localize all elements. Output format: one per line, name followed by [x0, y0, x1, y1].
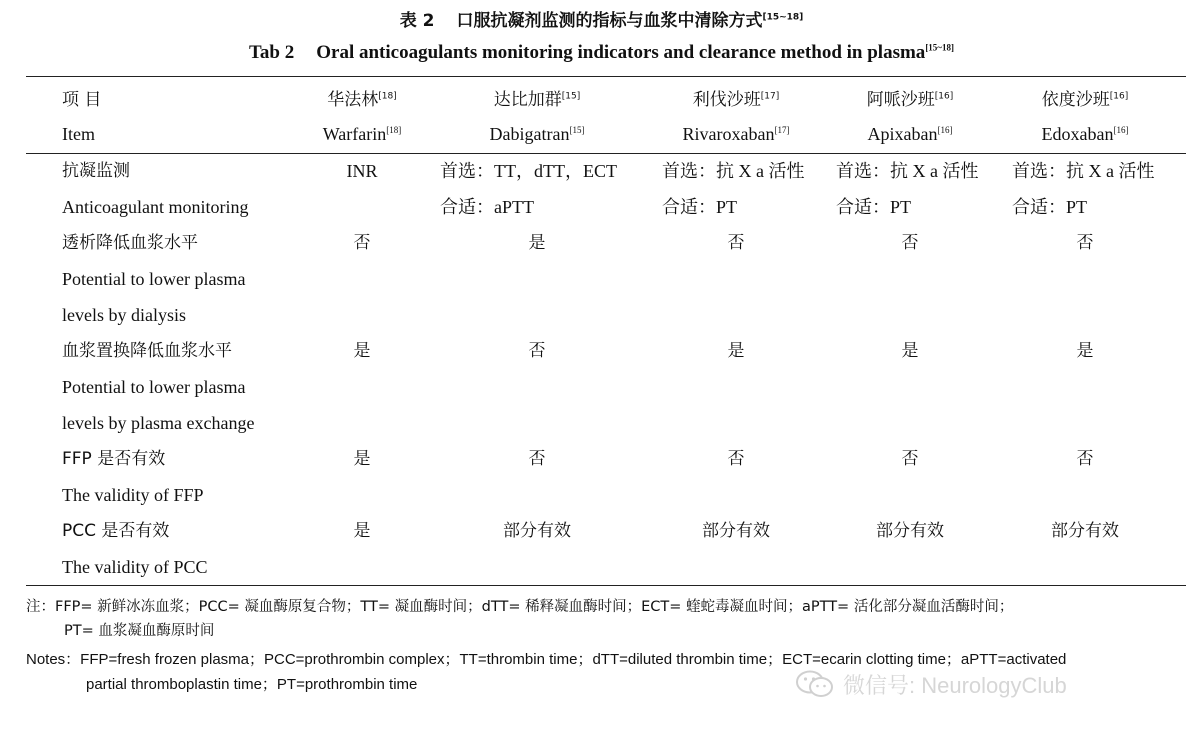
table-cell: 否 [353, 233, 371, 253]
table-cell: 首选：TT，dTT，ECT [440, 161, 617, 181]
table-bottom-rule [26, 585, 1186, 586]
table-cell: 是 [901, 341, 919, 361]
table-header-rule [26, 153, 1186, 154]
table-cell: 合适：PT [836, 197, 912, 217]
column-ref: [16] [1113, 125, 1129, 135]
row-label-cn: PCC 是否有效 [62, 521, 170, 541]
column-en: Warfarin [322, 124, 387, 144]
table-cell: 否 [901, 449, 919, 469]
table-cell: 部分有效 [503, 521, 571, 541]
table-caption-en [0, 42, 1203, 64]
column-en: Apixaban [867, 124, 938, 144]
note-en-line1: Notes：FFP=fresh frozen plasma；PCC=prothrombin complex；TT=thrombin time；dTT=diluted thrombin time；ECT=ecarin clotting time；aPTT=activated [26, 651, 1067, 668]
row-label-cn: FFP 是否有效 [62, 449, 166, 469]
column-ref: [16] [937, 125, 953, 135]
table-cell: 否 [727, 449, 745, 469]
row-label-cn: 抗凝监测 [62, 161, 130, 181]
column-en: Dabigatran [489, 124, 570, 144]
row-label-en: Potential to lower plasma [62, 269, 246, 289]
row-label-en: levels by dialysis [62, 305, 186, 325]
column-ref: [17] [760, 91, 780, 102]
watermark-text: 微信号: NeurologyClub [843, 673, 1067, 698]
column-ref: [16] [1109, 91, 1129, 102]
table-cell: 否 [528, 341, 546, 361]
table-cell: 部分有效 [876, 521, 944, 541]
table-cell: 首选：抗 X a 活性 [836, 161, 979, 181]
row-label-en: The validity of FFP [62, 485, 204, 505]
row-label-en: levels by plasma exchange [62, 413, 255, 433]
table-cell: 否 [528, 449, 546, 469]
table-top-rule [26, 76, 1186, 77]
column-en: Rivaroxaban [682, 124, 775, 144]
row-label-cn: 血浆置换降低血浆水平 [62, 341, 232, 361]
table-cell: 是 [353, 521, 371, 541]
table-cell: 否 [727, 233, 745, 253]
column-ref: [17] [774, 125, 790, 135]
table-cell: 合适：PT [1012, 197, 1088, 217]
column-ref: [16] [934, 91, 954, 102]
header-item-en: Item [62, 124, 95, 144]
table-cell: INR [346, 161, 378, 181]
column-en: Edoxaban [1041, 124, 1114, 144]
table-cell: 否 [1076, 233, 1094, 253]
table-cell: 是 [727, 341, 745, 361]
note-cn-line1: 注：FFP= 新鲜冰冻血浆；PCC= 凝血酶原复合物；TT= 凝血酶时间；dTT= 稀释凝血酶时间；ECT= 蝰蛇毒凝血时间；aPTT= 活化部分凝血活酶时间； [26, 599, 1014, 615]
caption-cn-number: 表 2 [399, 11, 435, 31]
table-cell: 部分有效 [702, 521, 770, 541]
column-ref: [18] [378, 91, 397, 102]
caption-cn-title: 口服抗凝剂监测的指标与血浆中清除方式 [456, 11, 763, 31]
table-caption-cn [0, 6, 1203, 31]
column-cn: 阿哌沙班 [866, 90, 935, 110]
column-cn: 利伐沙班 [692, 90, 761, 110]
caption-en-number: Tab 2 [248, 42, 295, 63]
column-ref: [15] [569, 125, 585, 135]
table-cell: 首选：抗 X a 活性 [662, 161, 805, 181]
row-label-en: Potential to lower plasma [62, 377, 246, 397]
header-item-cn: 项 目 [62, 90, 102, 110]
table-cell: 合适：PT [662, 197, 738, 217]
table-cell: 是 [528, 233, 546, 253]
caption-en-title: Oral anticoagulants monitoring indicators and clearance method in plasma [316, 42, 926, 63]
row-label-en: Anticoagulant monitoring [62, 197, 249, 217]
table-cell: 否 [901, 233, 919, 253]
table-cell: 部分有效 [1051, 521, 1119, 541]
table-cell: 是 [1076, 341, 1094, 361]
note-cn-line2: PT= 血浆凝血酶原时间 [64, 623, 215, 639]
table-cell: 否 [1076, 449, 1094, 469]
watermark [795, 669, 1067, 705]
caption-en-ref: [15~18] [925, 42, 954, 53]
note-en-line2: partial thromboplastin time；PT=prothrombin time [86, 676, 418, 693]
column-cn: 达比加群 [493, 90, 562, 110]
wechat-icon [795, 669, 835, 705]
caption-cn-ref: [15~18] [762, 12, 804, 23]
column-ref: [15] [561, 91, 581, 102]
column-cn: 华法林 [327, 90, 379, 110]
table-cell: 是 [353, 341, 371, 361]
column-cn: 依度沙班 [1041, 90, 1110, 110]
table-cell: 合适：aPTT [440, 197, 534, 217]
table-cell: 是 [353, 449, 371, 469]
row-label-en: The validity of PCC [62, 557, 208, 577]
column-ref: [18] [386, 125, 402, 135]
row-label-cn: 透析降低血浆水平 [62, 233, 198, 253]
table-cell: 首选：抗 X a 活性 [1012, 161, 1155, 181]
